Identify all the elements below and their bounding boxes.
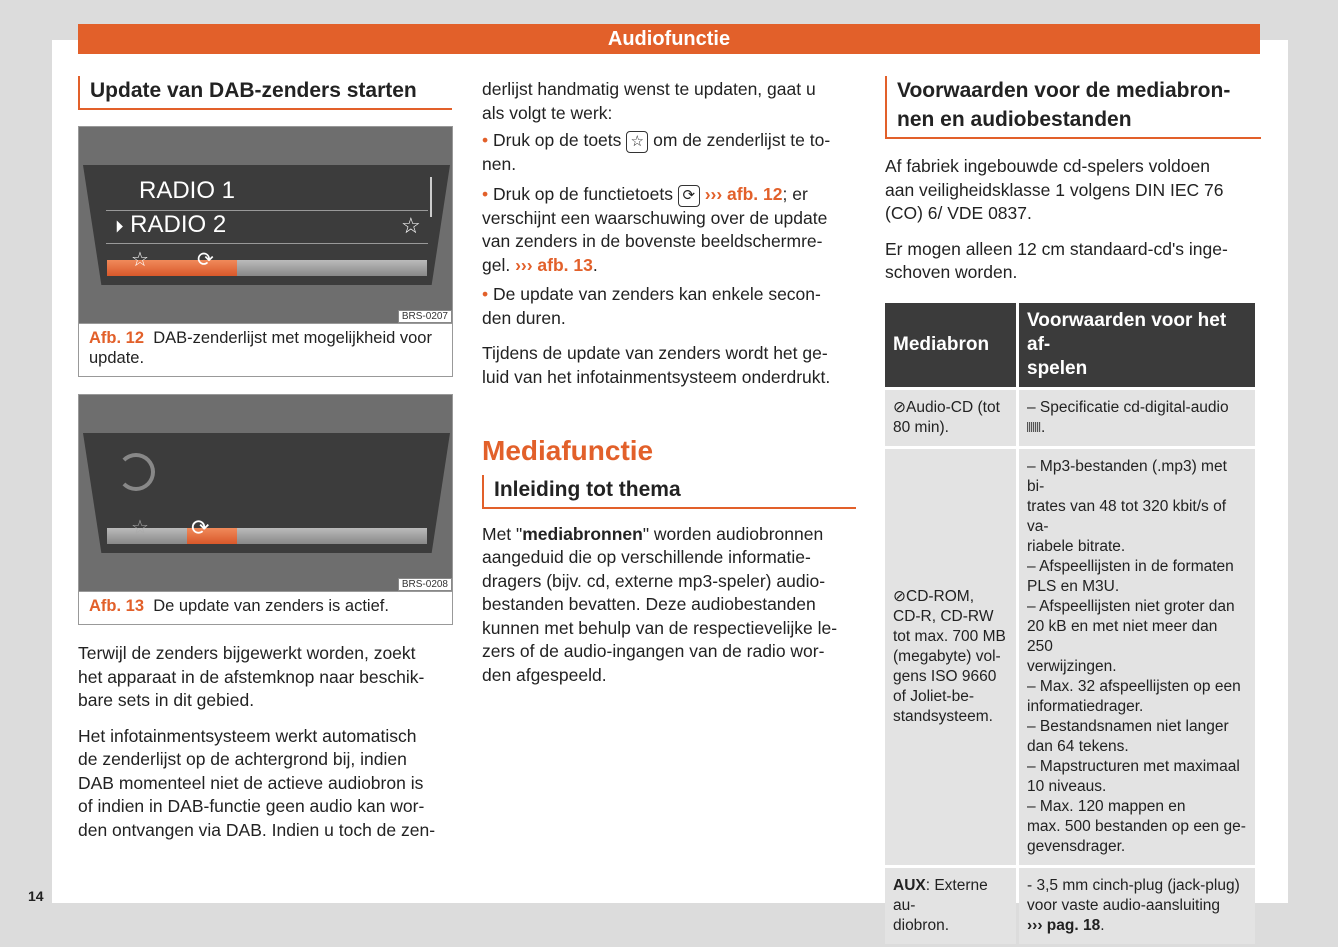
figure-code: BRS-0208 xyxy=(398,578,452,591)
bullet-item: • Druk op de functietoets ⟳ ››› afb. 12; er verschijnt een waarschuwing over de update van zenders in de bovenste beeldschermre- gel. ››› afb. 13. xyxy=(482,183,828,275)
figure-12 xyxy=(78,126,453,324)
cd-icon: ⊘ xyxy=(893,588,906,605)
table-row xyxy=(885,449,1255,865)
figure-label: Afb. 12 xyxy=(89,329,145,347)
refresh-icon: ⟳ xyxy=(197,249,214,271)
loading-spinner-icon xyxy=(117,453,155,491)
bullet-item: • Druk op de toets ☆ om de zenderlijst te to- nen. xyxy=(482,130,831,174)
cd-icon: ⊘ xyxy=(893,399,906,416)
star-button-icon: ☆ xyxy=(626,131,648,153)
star-icon: ☆ xyxy=(131,517,149,539)
table-cell: - 3,5 mm cinch-plug (jack-plug) voor vaste audio-aansluiting ››› pag. 18. xyxy=(1019,868,1255,944)
section-heading: Voorwaarden voor de mediabron- nen en audiobestanden xyxy=(885,76,1261,139)
figure-13 xyxy=(78,394,453,592)
table-row xyxy=(885,390,1255,446)
paragraph: Af fabriek ingebouwde cd-spelers voldoen aan veiligheidsklasse 1 volgens DIN IEC 76 (CO) 6/ VDE 0837. xyxy=(885,156,1224,223)
paragraph: Terwijl de zenders bijgewerkt worden, zoekt het apparaat in de afstemknop naar beschik- bare sets in dit gebied. xyxy=(78,643,425,710)
figure-link[interactable]: ››› afb. 13 xyxy=(515,254,593,275)
figure-link[interactable]: ››› afb. 12 xyxy=(704,183,783,204)
page-number: 14 xyxy=(28,888,44,904)
caption-text: DAB-zenderlijst met mogelijkheid voor update. xyxy=(89,329,432,367)
table-cell: – Specificatie cd-digital-audio . xyxy=(1019,390,1255,446)
paragraph: Met "mediabronnen" worden audiobronnen aangeduid die op verschillende informatie- dragers (bijv. cd, externe mp3-speler) audio- bestanden bevatten. Deze audiobestanden kunnen met behulp van de respectievelijke le- zers of de audio-ingangen van de radio wor- den afgespeeld. xyxy=(482,523,838,685)
paragraph: Het infotainmentsysteem werkt automatisch de zenderlijst op de achtergrond bij, indien DAB momenteel niet de actieve audiobron is of indien in DAB-functie geen audio kan wor- den ontvangen via DAB. Indien u toch de zen- xyxy=(78,725,436,840)
section-heading: Inleiding tot thema xyxy=(482,475,856,509)
table-row xyxy=(885,868,1255,944)
figure-13-caption xyxy=(78,592,453,625)
table-cell: ⊘Audio-CD (tot 80 min). xyxy=(885,390,1016,446)
figure-code: BRS-0207 xyxy=(398,310,452,323)
bullet-item: • De update van zenders kan enkele secon- den duren. xyxy=(482,284,821,328)
figure-label: Afb. 13 xyxy=(89,597,145,615)
chapter-header: Audiofunctie xyxy=(78,24,1260,54)
table-header-row xyxy=(885,303,1255,387)
caption-text: De update van zenders is actief. xyxy=(153,597,389,615)
star-icon: ☆ xyxy=(131,249,149,271)
play-icon: ⏵ xyxy=(115,217,124,236)
media-requirements-table xyxy=(882,300,1258,947)
radio-2: RADIO 2 xyxy=(130,211,227,238)
table-cell: – Mp3-bestanden (.mp3) met bi- trates van 48 tot 320 kbit/s of va- riabele bitrate. – Afspeellijsten in de formaten PLS en M3U. – Afspeellijsten niet groter dan 20 kB en met niet meer dan 250 verwijzingen. – Max. 32 afspeellijsten op een informatiedrager. – Bestandsnamen niet langer dan 64 tekens. – Mapstructuren met maximaal 10 niveaus. – Max. 120 mappen en max. 500 bestanden op een ge- gevensdrager. xyxy=(1019,449,1255,865)
star-icon: ☆ xyxy=(401,213,421,238)
column-header: Voorwaarden voor het af- spelen xyxy=(1019,303,1255,387)
column-header: Mediabron xyxy=(885,303,1016,387)
section-heading: Update van DAB-zenders starten xyxy=(78,76,452,110)
page-link[interactable]: ››› pag. 18 xyxy=(1027,917,1101,934)
paragraph: Er mogen alleen 12 cm standaard-cd's inge- schoven worden. xyxy=(885,238,1228,282)
table-cell: ⊘CD-ROM, CD-R, CD-RW tot max. 700 MB (megabyte) vol- gens ISO 9660 of Joliet-be- standsysteem. xyxy=(885,449,1016,865)
table-cell: AUX: Externe au- diobron. xyxy=(885,868,1016,944)
section-title: Mediafunctie xyxy=(482,435,654,466)
figure-12-caption xyxy=(78,324,453,377)
paragraph: Tijdens de update van zenders wordt het ge- luid van het infotainmentsysteem onderdrukt. xyxy=(482,343,831,387)
refresh-icon: ⟳ xyxy=(191,515,210,540)
radio-1: RADIO 1 xyxy=(139,177,236,204)
compact-disc-logo-icon xyxy=(1027,422,1041,432)
refresh-button-icon: ⟳ xyxy=(678,185,700,207)
paragraph: derlijst handmatig wenst te updaten, gaat u als volgt te werk: xyxy=(482,79,816,123)
